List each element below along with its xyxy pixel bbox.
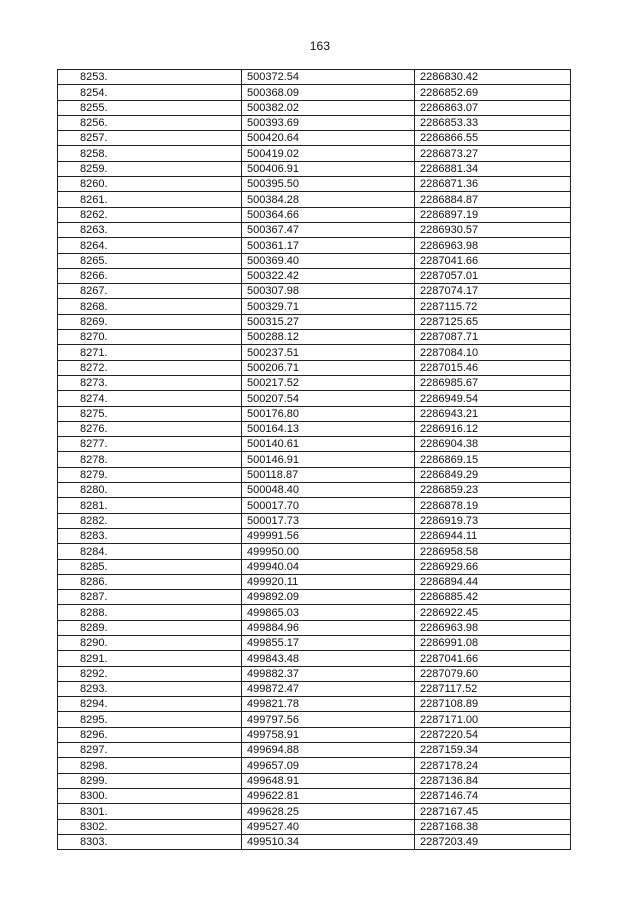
y-coordinate-cell: 2286985.67	[415, 375, 571, 390]
x-coordinate-cell: 500118.87	[242, 467, 415, 482]
y-coordinate-cell: 2287079.60	[415, 666, 571, 681]
table-row	[58, 483, 571, 498]
table-row	[58, 238, 571, 253]
y-coordinate-cell: 2287041.66	[415, 253, 571, 268]
y-coordinate-cell: 2287015.46	[415, 360, 571, 375]
y-coordinate-cell: 2286991.08	[415, 635, 571, 650]
y-coordinate-cell: 2286869.15	[415, 452, 571, 467]
y-coordinate-cell: 2287171.00	[415, 712, 571, 727]
point-number-cell: 8273.	[58, 375, 242, 390]
y-coordinate-cell: 2286853.33	[415, 115, 571, 130]
point-number-cell: 8279.	[58, 467, 242, 482]
y-coordinate-cell: 2286849.29	[415, 467, 571, 482]
x-coordinate-cell: 500315.27	[242, 314, 415, 329]
x-coordinate-cell: 500420.64	[242, 131, 415, 146]
table-row	[58, 712, 571, 727]
point-number-cell: 8270.	[58, 330, 242, 345]
y-coordinate-cell: 2286859.23	[415, 483, 571, 498]
y-coordinate-cell: 2286894.44	[415, 574, 571, 589]
table-row	[58, 788, 571, 803]
point-number-cell: 8258.	[58, 146, 242, 161]
table-row	[58, 268, 571, 283]
table-row	[58, 177, 571, 192]
x-coordinate-cell: 499991.56	[242, 528, 415, 543]
x-coordinate-cell: 500395.50	[242, 177, 415, 192]
table-row	[58, 146, 571, 161]
table-row	[58, 635, 571, 650]
x-coordinate-cell: 499510.34	[242, 834, 415, 849]
table-row	[58, 207, 571, 222]
coordinates-table-body	[58, 70, 571, 850]
x-coordinate-cell: 499628.25	[242, 804, 415, 819]
table-row	[58, 681, 571, 696]
point-number-cell: 8255.	[58, 100, 242, 115]
point-number-cell: 8254.	[58, 85, 242, 100]
table-row	[58, 222, 571, 237]
y-coordinate-cell: 2286863.07	[415, 100, 571, 115]
y-coordinate-cell: 2287167.45	[415, 804, 571, 819]
y-coordinate-cell: 2287220.54	[415, 727, 571, 742]
table-row	[58, 100, 571, 115]
x-coordinate-cell: 500017.70	[242, 498, 415, 513]
x-coordinate-cell: 500307.98	[242, 284, 415, 299]
point-number-cell: 8300.	[58, 788, 242, 803]
y-coordinate-cell: 2287136.84	[415, 773, 571, 788]
page-number: 163	[309, 39, 331, 53]
x-coordinate-cell: 500382.02	[242, 100, 415, 115]
x-coordinate-cell: 499940.04	[242, 559, 415, 574]
x-coordinate-cell: 499527.40	[242, 819, 415, 834]
table-row	[58, 375, 571, 390]
y-coordinate-cell: 2287115.72	[415, 299, 571, 314]
point-number-cell: 8287.	[58, 590, 242, 605]
y-coordinate-cell: 2286958.58	[415, 544, 571, 559]
y-coordinate-cell: 2286943.21	[415, 406, 571, 421]
table-row	[58, 406, 571, 421]
y-coordinate-cell: 2287117.52	[415, 681, 571, 696]
y-coordinate-cell: 2286866.55	[415, 131, 571, 146]
table-row	[58, 314, 571, 329]
table-row	[58, 421, 571, 436]
y-coordinate-cell: 2286884.87	[415, 192, 571, 207]
y-coordinate-cell: 2286929.66	[415, 559, 571, 574]
y-coordinate-cell: 2286916.12	[415, 421, 571, 436]
point-number-cell: 8302.	[58, 819, 242, 834]
x-coordinate-cell: 499882.37	[242, 666, 415, 681]
point-number-cell: 8259.	[58, 161, 242, 176]
y-coordinate-cell: 2286871.36	[415, 177, 571, 192]
point-number-cell: 8261.	[58, 192, 242, 207]
x-coordinate-cell: 499843.48	[242, 651, 415, 666]
x-coordinate-cell: 500393.69	[242, 115, 415, 130]
point-number-cell: 8288.	[58, 605, 242, 620]
point-number-cell: 8283.	[58, 528, 242, 543]
point-number-cell: 8278.	[58, 452, 242, 467]
point-number-cell: 8293.	[58, 681, 242, 696]
x-coordinate-cell: 499892.09	[242, 590, 415, 605]
point-number-cell: 8292.	[58, 666, 242, 681]
x-coordinate-cell: 500207.54	[242, 391, 415, 406]
x-coordinate-cell: 500048.40	[242, 483, 415, 498]
x-coordinate-cell: 500367.47	[242, 222, 415, 237]
table-row	[58, 192, 571, 207]
y-coordinate-cell: 2287108.89	[415, 697, 571, 712]
y-coordinate-cell: 2287168.38	[415, 819, 571, 834]
y-coordinate-cell: 2287125.65	[415, 314, 571, 329]
x-coordinate-cell: 499648.91	[242, 773, 415, 788]
y-coordinate-cell: 2287203.49	[415, 834, 571, 849]
y-coordinate-cell: 2286878.19	[415, 498, 571, 513]
table-row	[58, 161, 571, 176]
table-row	[58, 804, 571, 819]
x-coordinate-cell: 500361.17	[242, 238, 415, 253]
y-coordinate-cell: 2287159.34	[415, 743, 571, 758]
table-row	[58, 620, 571, 635]
y-coordinate-cell: 2286944.11	[415, 528, 571, 543]
x-coordinate-cell: 500372.54	[242, 70, 415, 85]
x-coordinate-cell: 499950.00	[242, 544, 415, 559]
y-coordinate-cell: 2286919.73	[415, 513, 571, 528]
point-number-cell: 8277.	[58, 437, 242, 452]
point-number-cell: 8285.	[58, 559, 242, 574]
point-number-cell: 8299.	[58, 773, 242, 788]
point-number-cell: 8301.	[58, 804, 242, 819]
point-number-cell: 8291.	[58, 651, 242, 666]
point-number-cell: 8266.	[58, 268, 242, 283]
point-number-cell: 8257.	[58, 131, 242, 146]
x-coordinate-cell: 499872.47	[242, 681, 415, 696]
x-coordinate-cell: 500419.02	[242, 146, 415, 161]
x-coordinate-cell: 499622.81	[242, 788, 415, 803]
x-coordinate-cell: 500217.52	[242, 375, 415, 390]
point-number-cell: 8269.	[58, 314, 242, 329]
point-number-cell: 8264.	[58, 238, 242, 253]
table-row	[58, 360, 571, 375]
point-number-cell: 8284.	[58, 544, 242, 559]
x-coordinate-cell: 499865.03	[242, 605, 415, 620]
point-number-cell: 8275.	[58, 406, 242, 421]
table-row	[58, 697, 571, 712]
x-coordinate-cell: 500237.51	[242, 345, 415, 360]
table-row	[58, 758, 571, 773]
table-row	[58, 391, 571, 406]
table-row	[58, 544, 571, 559]
x-coordinate-cell: 500329.71	[242, 299, 415, 314]
point-number-cell: 8303.	[58, 834, 242, 849]
table-row	[58, 437, 571, 452]
y-coordinate-cell: 2287041.66	[415, 651, 571, 666]
point-number-cell: 8282.	[58, 513, 242, 528]
x-coordinate-cell: 499657.09	[242, 758, 415, 773]
x-coordinate-cell: 500368.09	[242, 85, 415, 100]
table-row	[58, 85, 571, 100]
table-row	[58, 513, 571, 528]
table-row	[58, 651, 571, 666]
table-row	[58, 574, 571, 589]
table-row	[58, 253, 571, 268]
point-number-cell: 8263.	[58, 222, 242, 237]
x-coordinate-cell: 499884.96	[242, 620, 415, 635]
table-row	[58, 131, 571, 146]
point-number-cell: 8298.	[58, 758, 242, 773]
y-coordinate-cell: 2287146.74	[415, 788, 571, 803]
x-coordinate-cell: 499855.17	[242, 635, 415, 650]
x-coordinate-cell: 500406.91	[242, 161, 415, 176]
point-number-cell: 8286.	[58, 574, 242, 589]
y-coordinate-cell: 2286852.69	[415, 85, 571, 100]
table-row	[58, 666, 571, 681]
x-coordinate-cell: 499821.78	[242, 697, 415, 712]
y-coordinate-cell: 2286897.19	[415, 207, 571, 222]
y-coordinate-cell: 2286904.38	[415, 437, 571, 452]
table-row	[58, 773, 571, 788]
y-coordinate-cell: 2286873.27	[415, 146, 571, 161]
table-row	[58, 559, 571, 574]
table-row	[58, 819, 571, 834]
x-coordinate-cell: 500384.28	[242, 192, 415, 207]
point-number-cell: 8289.	[58, 620, 242, 635]
y-coordinate-cell: 2287074.17	[415, 284, 571, 299]
point-number-cell: 8253.	[58, 70, 242, 85]
point-number-cell: 8295.	[58, 712, 242, 727]
x-coordinate-cell: 500206.71	[242, 360, 415, 375]
y-coordinate-cell: 2286930.57	[415, 222, 571, 237]
x-coordinate-cell: 500322.42	[242, 268, 415, 283]
point-number-cell: 8274.	[58, 391, 242, 406]
point-number-cell: 8256.	[58, 115, 242, 130]
table-row	[58, 467, 571, 482]
y-coordinate-cell: 2286963.98	[415, 238, 571, 253]
x-coordinate-cell: 500364.66	[242, 207, 415, 222]
point-number-cell: 8265.	[58, 253, 242, 268]
x-coordinate-cell: 500017.73	[242, 513, 415, 528]
point-number-cell: 8280.	[58, 483, 242, 498]
table-row	[58, 743, 571, 758]
y-coordinate-cell: 2287057.01	[415, 268, 571, 283]
table-row	[58, 330, 571, 345]
y-coordinate-cell: 2286949.54	[415, 391, 571, 406]
coordinates-table	[57, 69, 571, 850]
point-number-cell: 8281.	[58, 498, 242, 513]
y-coordinate-cell: 2286922.45	[415, 605, 571, 620]
point-number-cell: 8267.	[58, 284, 242, 299]
point-number-cell: 8297.	[58, 743, 242, 758]
point-number-cell: 8290.	[58, 635, 242, 650]
table-row	[58, 528, 571, 543]
table-row	[58, 605, 571, 620]
table-row	[58, 284, 571, 299]
point-number-cell: 8268.	[58, 299, 242, 314]
x-coordinate-cell: 499797.56	[242, 712, 415, 727]
table-row	[58, 115, 571, 130]
x-coordinate-cell: 500288.12	[242, 330, 415, 345]
table-row	[58, 727, 571, 742]
y-coordinate-cell: 2287084.10	[415, 345, 571, 360]
table-row	[58, 70, 571, 85]
x-coordinate-cell: 500140.61	[242, 437, 415, 452]
point-number-cell: 8260.	[58, 177, 242, 192]
y-coordinate-cell: 2286963.98	[415, 620, 571, 635]
table-row	[58, 345, 571, 360]
point-number-cell: 8272.	[58, 360, 242, 375]
table-row	[58, 452, 571, 467]
table-row	[58, 590, 571, 605]
x-coordinate-cell: 500164.13	[242, 421, 415, 436]
point-number-cell: 8294.	[58, 697, 242, 712]
table-row	[58, 834, 571, 849]
y-coordinate-cell: 2286830.42	[415, 70, 571, 85]
point-number-cell: 8271.	[58, 345, 242, 360]
point-number-cell: 8296.	[58, 727, 242, 742]
table-row	[58, 498, 571, 513]
x-coordinate-cell: 499694.88	[242, 743, 415, 758]
point-number-cell: 8276.	[58, 421, 242, 436]
y-coordinate-cell: 2286885.42	[415, 590, 571, 605]
y-coordinate-cell: 2286881.34	[415, 161, 571, 176]
table-row	[58, 299, 571, 314]
x-coordinate-cell: 500369.40	[242, 253, 415, 268]
x-coordinate-cell: 499920.11	[242, 574, 415, 589]
y-coordinate-cell: 2287087.71	[415, 330, 571, 345]
x-coordinate-cell: 500176.80	[242, 406, 415, 421]
y-coordinate-cell: 2287178.24	[415, 758, 571, 773]
x-coordinate-cell: 500146.91	[242, 452, 415, 467]
point-number-cell: 8262.	[58, 207, 242, 222]
x-coordinate-cell: 499758.91	[242, 727, 415, 742]
